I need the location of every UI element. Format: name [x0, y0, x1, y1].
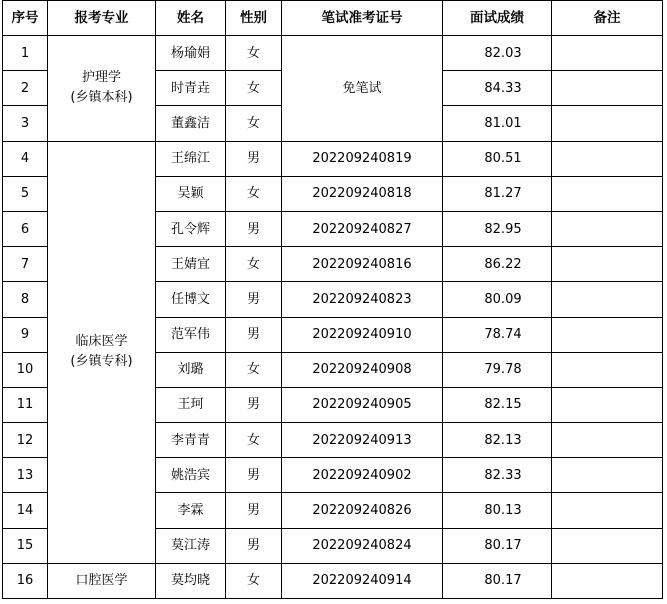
major-level: (乡镇专科): [70, 354, 133, 370]
cell-name: 孔令辉: [156, 211, 226, 246]
cell-no: 8: [3, 282, 48, 317]
cell-score: 81.27: [443, 176, 552, 211]
cell-gender: 女: [226, 106, 282, 141]
cell-name: 董鑫洁: [156, 106, 226, 141]
cell-gender: 男: [226, 458, 282, 493]
cell-name: 莫江涛: [156, 528, 226, 563]
cell-gender: 男: [226, 211, 282, 246]
cell-no: 2: [3, 71, 48, 106]
cell-score: 82.03: [443, 36, 552, 71]
cell-name: 任博文: [156, 282, 226, 317]
cell-no: 11: [3, 387, 48, 422]
cell-gender: 男: [226, 493, 282, 528]
cell-gender: 男: [226, 387, 282, 422]
cell-score: 82.95: [443, 211, 552, 246]
cell-score: 82.13: [443, 423, 552, 458]
header-no: 序号: [3, 1, 48, 36]
cell-name: 李青青: [156, 423, 226, 458]
cell-score: 79.78: [443, 352, 552, 387]
cell-note: [552, 141, 663, 176]
cell-no: 4: [3, 141, 48, 176]
cell-major: [48, 36, 156, 142]
cell-note: [552, 176, 663, 211]
cell-note: [552, 528, 663, 563]
cell-exam-id: 202209240910: [282, 317, 443, 352]
cell-exam-id: 202209240827: [282, 211, 443, 246]
cell-gender: 女: [226, 352, 282, 387]
cell-name: 杨瑜娟: [156, 36, 226, 71]
cell-note: [552, 387, 663, 422]
cell-gender: 女: [226, 36, 282, 71]
cell-no: 10: [3, 352, 48, 387]
table-row: [3, 141, 663, 176]
header-note: 备注: [552, 1, 663, 36]
cell-gender: 女: [226, 423, 282, 458]
cell-gender: 男: [226, 528, 282, 563]
cell-exam-id: 202209240824: [282, 528, 443, 563]
cell-note: [552, 211, 663, 246]
cell-score: 82.33: [443, 458, 552, 493]
cell-score: 80.13: [443, 493, 552, 528]
cell-score: 80.17: [443, 563, 552, 598]
cell-gender: 女: [226, 563, 282, 598]
cell-exam-id: 202209240818: [282, 176, 443, 211]
cell-note: [552, 458, 663, 493]
cell-no: 14: [3, 493, 48, 528]
major-name: 口腔医学: [75, 572, 128, 588]
cell-exam-id: 202209240902: [282, 458, 443, 493]
cell-score: 80.51: [443, 141, 552, 176]
cell-no: 15: [3, 528, 48, 563]
cell-name: 李霖: [156, 493, 226, 528]
header-name: 姓名: [156, 1, 226, 36]
cell-name: 吴颖: [156, 176, 226, 211]
cell-score: 86.22: [443, 247, 552, 282]
cell-exam-id: 202209240908: [282, 352, 443, 387]
cell-name: 姚浩宾: [156, 458, 226, 493]
cell-note: [552, 36, 663, 71]
major-name: 护理学: [81, 70, 121, 86]
cell-gender: 女: [226, 247, 282, 282]
cell-no: 5: [3, 176, 48, 211]
table-row: [3, 563, 663, 598]
cell-name: 王珂: [156, 387, 226, 422]
cell-exam-id: 202209240826: [282, 493, 443, 528]
results-table-container: [2, 0, 662, 600]
cell-name: 王婧宜: [156, 247, 226, 282]
cell-note: [552, 247, 663, 282]
cell-exam-id: 202209240914: [282, 563, 443, 598]
cell-score: 84.33: [443, 71, 552, 106]
cell-name: 范军伟: [156, 317, 226, 352]
cell-no: 16: [3, 563, 48, 598]
cell-exam-id: 202209240816: [282, 247, 443, 282]
cell-score: 80.09: [443, 282, 552, 317]
cell-major: [48, 141, 156, 563]
cell-no: 6: [3, 211, 48, 246]
cell-no: 7: [3, 247, 48, 282]
cell-score: 82.15: [443, 387, 552, 422]
cell-major: [48, 563, 156, 598]
header-row: [3, 1, 663, 36]
cell-gender: 女: [226, 176, 282, 211]
cell-gender: 男: [226, 141, 282, 176]
header-gender: 性别: [226, 1, 282, 36]
cell-note: [552, 563, 663, 598]
major-level: (乡镇本科): [70, 90, 133, 106]
cell-note: [552, 71, 663, 106]
cell-name: 时青垚: [156, 71, 226, 106]
cell-score: 80.17: [443, 528, 552, 563]
cell-name: 王绵江: [156, 141, 226, 176]
cell-exam-id: 202209240905: [282, 387, 443, 422]
cell-score: 78.74: [443, 317, 552, 352]
cell-score: 81.01: [443, 106, 552, 141]
cell-name: 刘璐: [156, 352, 226, 387]
header-major: 报考专业: [48, 1, 156, 36]
cell-gender: 男: [226, 282, 282, 317]
cell-no: 3: [3, 106, 48, 141]
cell-note: [552, 352, 663, 387]
cell-gender: 男: [226, 317, 282, 352]
cell-exam-id: 202209240913: [282, 423, 443, 458]
cell-note: [552, 493, 663, 528]
cell-no: 13: [3, 458, 48, 493]
interview-results-table: [2, 0, 663, 599]
cell-note: [552, 317, 663, 352]
cell-note: [552, 282, 663, 317]
cell-no: 9: [3, 317, 48, 352]
cell-note: [552, 106, 663, 141]
cell-no: 12: [3, 423, 48, 458]
cell-exam-exempt: 免笔试: [282, 36, 443, 142]
cell-no: 1: [3, 36, 48, 71]
major-name: 临床医学: [75, 334, 128, 350]
cell-exam-id: 202209240819: [282, 141, 443, 176]
cell-exam-id: 202209240823: [282, 282, 443, 317]
cell-note: [552, 423, 663, 458]
header-exam-id: 笔试准考证号: [282, 1, 443, 36]
header-score: 面试成绩: [443, 1, 552, 36]
table-row: [3, 36, 663, 71]
cell-name: 莫均晓: [156, 563, 226, 598]
cell-gender: 女: [226, 71, 282, 106]
